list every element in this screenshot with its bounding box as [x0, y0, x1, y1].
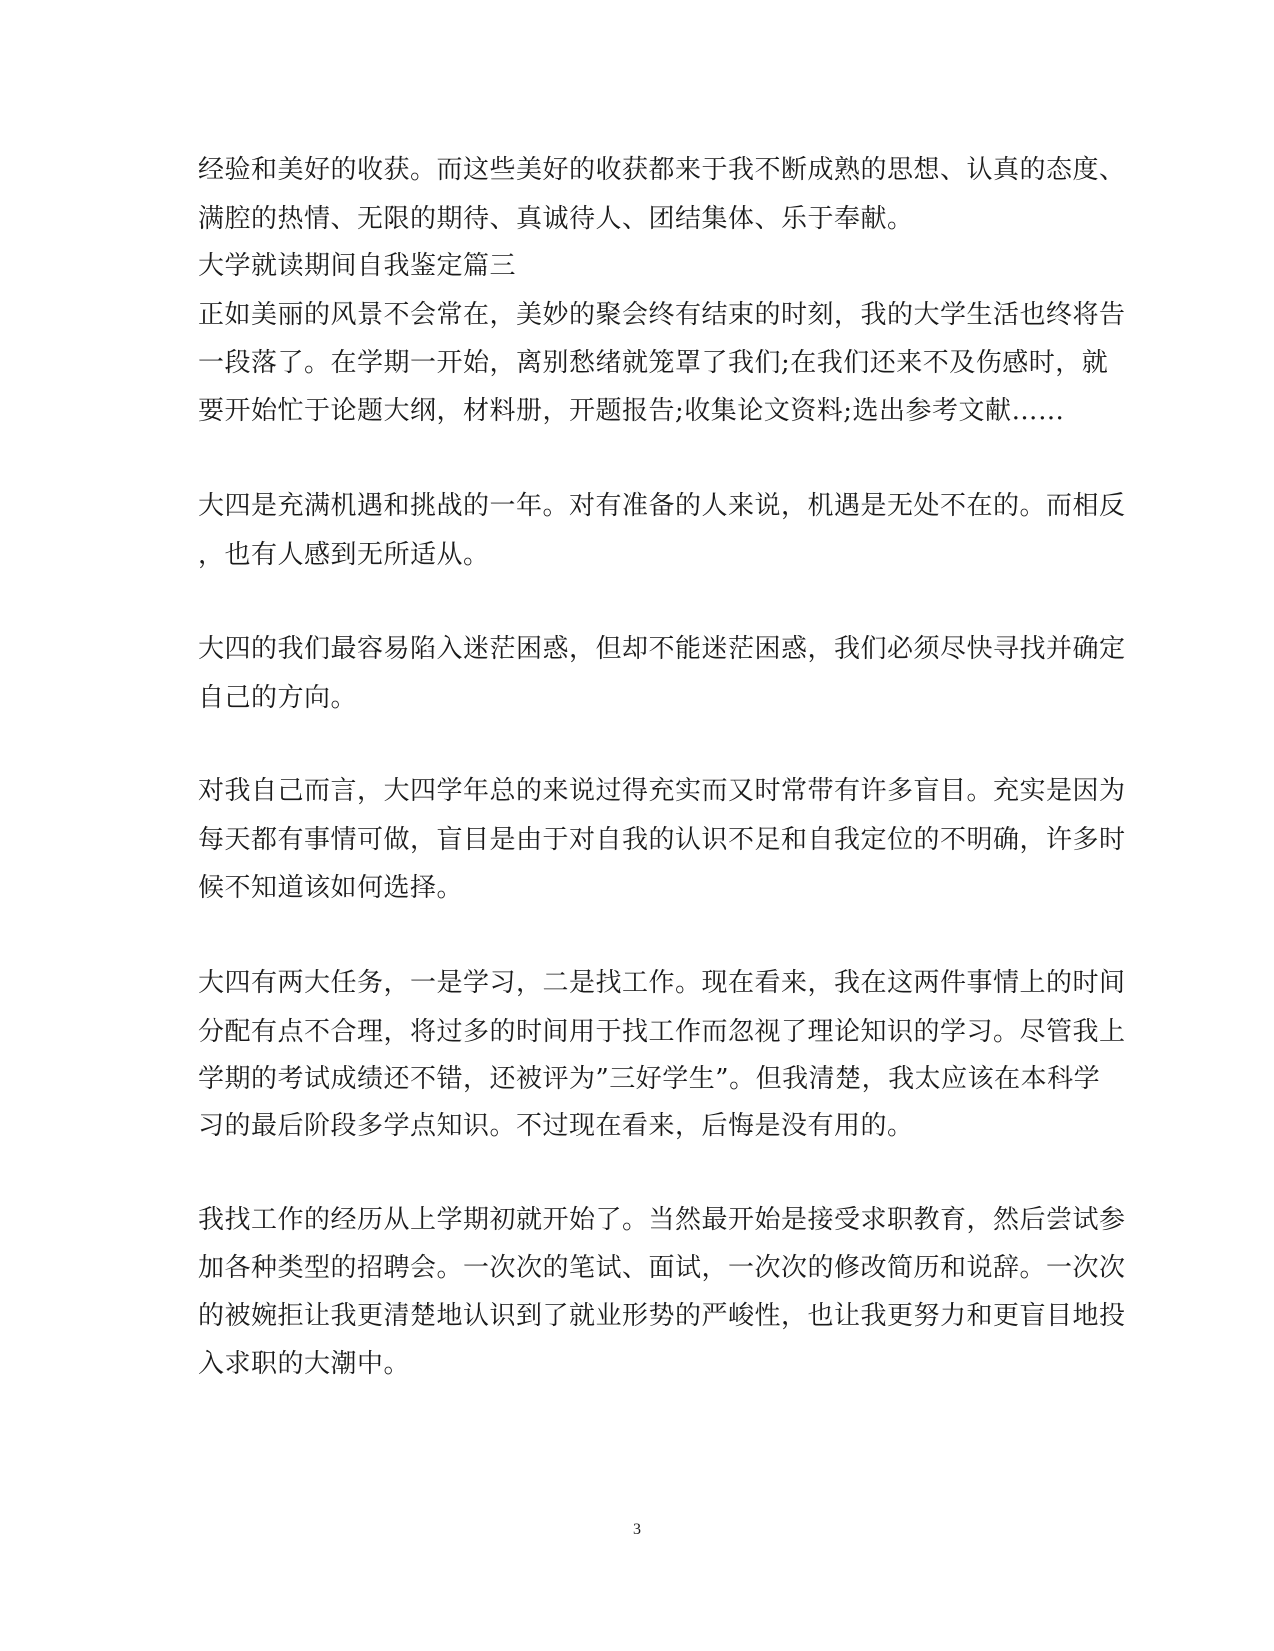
text-line: 经验和美好的收获。而这些美好的收获都来于我不断成熟的思想、认真的态度、 [198, 155, 1126, 185]
text-line: 正如美丽的风景不会常在，美妙的聚会终有结束的时刻，我的大学生活也终将告 [198, 300, 1126, 330]
text-line: 自己的方向。 [198, 683, 358, 713]
text-line: 对我自己而言，大四学年总的来说过得充实而又时常带有许多盲目。充实是因为 [198, 776, 1126, 806]
text-line: 习的最后阶段多学点知识。不过现在看来，后悔是没有用的。 [198, 1111, 914, 1141]
text-line: 一段落了。在学期一开始，离别愁绪就笼罩了我们;在我们还来不及伤感时，就 [198, 348, 1109, 378]
text-line: 满腔的热情、无限的期待、真诚待人、团结集体、乐于奉献。 [198, 204, 914, 234]
text-line: 的被婉拒让我更清楚地认识到了就业形势的严峻性，也让我更努力和更盲目地投 [198, 1301, 1126, 1331]
section-heading: 大学就读期间自我鉴定篇三 [198, 251, 517, 281]
text-line: 要开始忙于论题大纲，材料册，开题报告;收集论文资料;选出参考文献…… [198, 396, 1065, 426]
text-line: 学期的考试成绩还不错，还被评为”三好学生”。但我清楚，我太应该在本科学 [198, 1064, 1101, 1094]
text-line: 我找工作的经历从上学期初就开始了。当然最开始是接受求职教育，然后尝试参 [198, 1205, 1126, 1235]
text-line: 大四是充满机遇和挑战的一年。对有准备的人来说，机遇是无处不在的。而相反 [198, 491, 1126, 521]
text-line: 大四有两大任务，一是学习，二是找工作。现在看来，我在这两件事情上的时间 [198, 968, 1126, 998]
text-line: 每天都有事情可做，盲目是由于对自我的认识不足和自我定位的不明确，许多时 [198, 825, 1126, 855]
text-line: 入求职的大潮中。 [198, 1349, 411, 1379]
text-line: 候不知道该如何选择。 [198, 873, 464, 903]
text-line: ，也有人感到无所适从。 [198, 540, 490, 570]
page-number: 3 [633, 1521, 641, 1538]
text-line: 加各种类型的招聘会。一次次的笔试、面试，一次次的修改简历和说辞。一次次 [198, 1253, 1126, 1283]
text-line: 大四的我们最容易陷入迷茫困惑，但却不能迷茫困惑，我们必须尽快寻找并确定 [198, 634, 1126, 664]
text-line: 分配有点不合理，将过多的时间用于找工作而忽视了理论知识的学习。尽管我上 [198, 1017, 1126, 1047]
